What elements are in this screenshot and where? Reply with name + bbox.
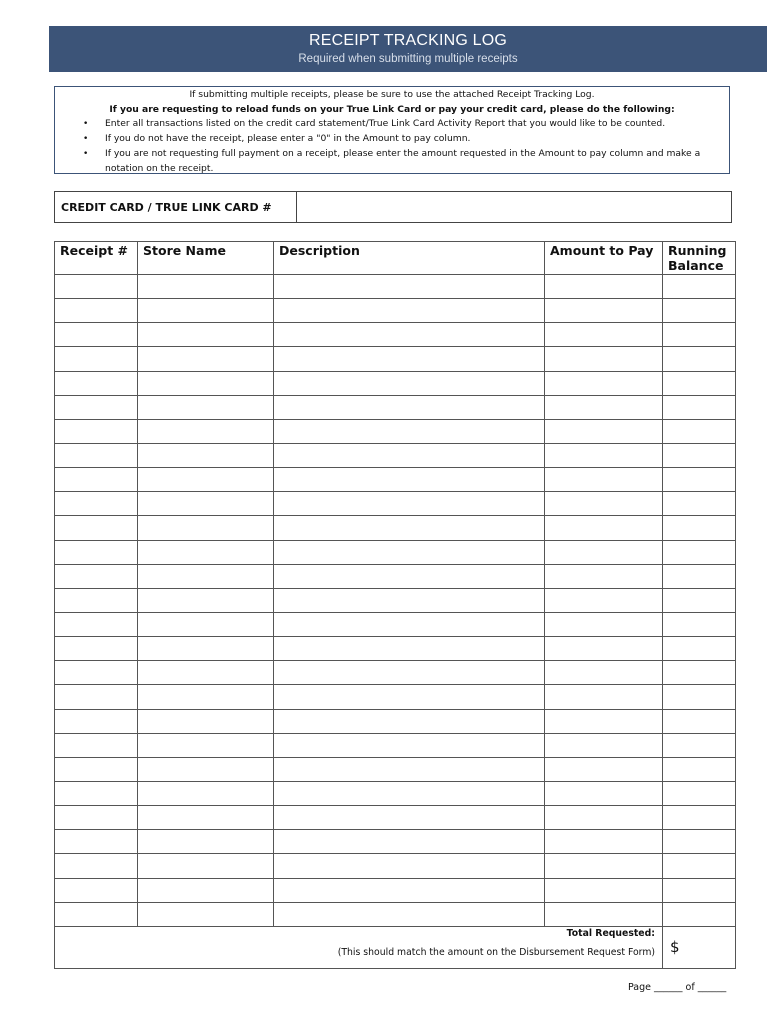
store-name-cell[interactable] bbox=[138, 347, 274, 371]
store-name-cell[interactable] bbox=[138, 661, 274, 685]
receipt-number-cell[interactable] bbox=[55, 685, 138, 709]
running-balance-cell[interactable] bbox=[663, 275, 736, 299]
receipt-number-cell[interactable] bbox=[55, 661, 138, 685]
description-cell[interactable] bbox=[274, 637, 545, 661]
store-name-cell[interactable] bbox=[138, 757, 274, 781]
table-header-row bbox=[55, 242, 736, 275]
amount-to-pay-cell[interactable] bbox=[545, 588, 663, 612]
running-balance-cell[interactable] bbox=[663, 685, 736, 709]
description-cell[interactable] bbox=[274, 709, 545, 733]
store-name-cell[interactable] bbox=[138, 468, 274, 492]
receipt-number-cell[interactable] bbox=[55, 371, 138, 395]
amount-to-pay-cell[interactable] bbox=[545, 443, 663, 467]
table-row bbox=[55, 878, 736, 902]
description-cell[interactable] bbox=[274, 492, 545, 516]
store-name-cell[interactable] bbox=[138, 854, 274, 878]
amount-to-pay-cell[interactable] bbox=[545, 564, 663, 588]
receipt-number-cell[interactable] bbox=[55, 637, 138, 661]
store-name-cell[interactable] bbox=[138, 830, 274, 854]
table-row bbox=[55, 299, 736, 323]
column-header-receipt-number: Receipt # bbox=[55, 242, 138, 275]
table-row bbox=[55, 275, 736, 299]
description-cell[interactable] bbox=[274, 347, 545, 371]
instructions-list bbox=[59, 117, 725, 176]
instructions-bullet: • Enter all transactions listed on the credit card statement/True Link Card Activity Report that you would like to be counted. bbox=[105, 117, 725, 132]
instructions-bullet: • If you do not have the receipt, please enter a "0" in the Amount to pay column. bbox=[105, 132, 725, 147]
receipt-number-cell[interactable] bbox=[55, 516, 138, 540]
amount-to-pay-cell[interactable] bbox=[545, 419, 663, 443]
receipt-number-cell[interactable] bbox=[55, 299, 138, 323]
total-requested-label bbox=[55, 926, 663, 968]
amount-to-pay-cell[interactable] bbox=[545, 492, 663, 516]
total-requested-title: Total Requested: bbox=[566, 927, 655, 939]
store-name-cell[interactable] bbox=[138, 637, 274, 661]
table-row bbox=[55, 685, 736, 709]
running-balance-cell[interactable] bbox=[663, 878, 736, 902]
amount-to-pay-cell[interactable] bbox=[545, 757, 663, 781]
description-cell[interactable] bbox=[274, 371, 545, 395]
table-row bbox=[55, 540, 736, 564]
table-row bbox=[55, 419, 736, 443]
total-requested-field[interactable]: $ bbox=[663, 926, 736, 968]
description-cell[interactable] bbox=[274, 902, 545, 926]
receipt-number-cell[interactable] bbox=[55, 540, 138, 564]
receipt-number-cell[interactable] bbox=[55, 323, 138, 347]
table-row bbox=[55, 854, 736, 878]
instructions-line-1: If submitting multiple receipts, please be sure to use the attached Receipt Tracking Log. bbox=[189, 89, 595, 100]
amount-to-pay-cell[interactable] bbox=[545, 395, 663, 419]
running-balance-cell[interactable] bbox=[663, 830, 736, 854]
store-name-cell[interactable] bbox=[138, 612, 274, 636]
card-number-label: CREDIT CARD / TRUE LINK CARD # bbox=[55, 192, 297, 222]
table-row bbox=[55, 564, 736, 588]
store-name-cell[interactable] bbox=[138, 395, 274, 419]
running-balance-cell[interactable] bbox=[663, 612, 736, 636]
page-title: RECEIPT TRACKING LOG bbox=[308, 32, 508, 49]
amount-to-pay-cell[interactable] bbox=[545, 371, 663, 395]
running-balance-cell[interactable] bbox=[663, 468, 736, 492]
amount-to-pay-cell[interactable] bbox=[545, 612, 663, 636]
table-row bbox=[55, 781, 736, 805]
table-row bbox=[55, 492, 736, 516]
receipt-number-cell[interactable] bbox=[55, 757, 138, 781]
running-balance-cell[interactable] bbox=[663, 323, 736, 347]
page-header bbox=[49, 26, 767, 72]
running-balance-cell[interactable] bbox=[663, 806, 736, 830]
table-row bbox=[55, 806, 736, 830]
running-balance-cell[interactable] bbox=[663, 564, 736, 588]
receipt-number-cell[interactable] bbox=[55, 395, 138, 419]
table-row bbox=[55, 637, 736, 661]
receipt-number-cell[interactable] bbox=[55, 854, 138, 878]
amount-to-pay-cell[interactable] bbox=[545, 516, 663, 540]
description-cell[interactable] bbox=[274, 564, 545, 588]
description-cell[interactable] bbox=[274, 878, 545, 902]
running-balance-cell[interactable] bbox=[663, 347, 736, 371]
table-row bbox=[55, 830, 736, 854]
store-name-cell[interactable] bbox=[138, 516, 274, 540]
running-balance-cell[interactable] bbox=[663, 733, 736, 757]
description-cell[interactable] bbox=[274, 854, 545, 878]
description-cell[interactable] bbox=[274, 685, 545, 709]
page-subtitle: Required when submitting multiple receipts bbox=[298, 53, 518, 65]
store-name-cell[interactable] bbox=[138, 806, 274, 830]
running-balance-cell[interactable] bbox=[663, 492, 736, 516]
amount-to-pay-cell[interactable] bbox=[545, 830, 663, 854]
description-cell[interactable] bbox=[274, 830, 545, 854]
description-cell[interactable] bbox=[274, 468, 545, 492]
receipt-number-cell[interactable] bbox=[55, 468, 138, 492]
store-name-cell[interactable] bbox=[138, 588, 274, 612]
description-cell[interactable] bbox=[274, 419, 545, 443]
store-name-cell[interactable] bbox=[138, 299, 274, 323]
receipt-number-cell[interactable] bbox=[55, 347, 138, 371]
receipt-number-cell[interactable] bbox=[55, 878, 138, 902]
receipt-number-cell[interactable] bbox=[55, 830, 138, 854]
running-balance-cell[interactable] bbox=[663, 443, 736, 467]
amount-to-pay-cell[interactable] bbox=[545, 540, 663, 564]
store-name-cell[interactable] bbox=[138, 878, 274, 902]
running-balance-cell[interactable] bbox=[663, 371, 736, 395]
store-name-cell[interactable] bbox=[138, 540, 274, 564]
instructions-line-2: If you are requesting to reload funds on your True Link Card or pay your credit card, please do the following: bbox=[109, 103, 675, 115]
store-name-cell[interactable] bbox=[138, 443, 274, 467]
card-number-row bbox=[54, 191, 732, 223]
store-name-cell[interactable] bbox=[138, 371, 274, 395]
receipt-log-table bbox=[54, 241, 736, 969]
table-row bbox=[55, 588, 736, 612]
description-cell[interactable] bbox=[274, 323, 545, 347]
table-row bbox=[55, 516, 736, 540]
receipt-number-cell[interactable] bbox=[55, 275, 138, 299]
receipt-number-cell[interactable] bbox=[55, 709, 138, 733]
table-row bbox=[55, 443, 736, 467]
store-name-cell[interactable] bbox=[138, 709, 274, 733]
running-balance-cell[interactable] bbox=[663, 709, 736, 733]
table-body bbox=[55, 275, 736, 927]
store-name-cell[interactable] bbox=[138, 275, 274, 299]
receipt-number-cell[interactable] bbox=[55, 443, 138, 467]
store-name-cell[interactable] bbox=[138, 323, 274, 347]
description-cell[interactable] bbox=[274, 275, 545, 299]
receipt-number-cell[interactable] bbox=[55, 419, 138, 443]
column-header-amount-to-pay: Amount to Pay bbox=[545, 242, 663, 275]
running-balance-cell[interactable] bbox=[663, 395, 736, 419]
description-cell[interactable] bbox=[274, 588, 545, 612]
amount-to-pay-cell[interactable] bbox=[545, 878, 663, 902]
description-cell[interactable] bbox=[274, 540, 545, 564]
total-requested-note: (This should match the amount on the Disbursement Request Form) bbox=[337, 946, 655, 958]
instructions-box bbox=[54, 86, 730, 174]
running-balance-cell[interactable] bbox=[663, 516, 736, 540]
amount-to-pay-cell[interactable] bbox=[545, 902, 663, 926]
description-cell[interactable] bbox=[274, 733, 545, 757]
amount-to-pay-cell[interactable] bbox=[545, 709, 663, 733]
running-balance-cell[interactable] bbox=[663, 854, 736, 878]
running-balance-cell[interactable] bbox=[663, 637, 736, 661]
running-balance-cell[interactable] bbox=[663, 588, 736, 612]
table-row bbox=[55, 733, 736, 757]
column-header-description: Description bbox=[274, 242, 545, 275]
receipt-number-cell[interactable] bbox=[55, 612, 138, 636]
store-name-cell[interactable] bbox=[138, 781, 274, 805]
running-balance-cell[interactable] bbox=[663, 661, 736, 685]
amount-to-pay-cell[interactable] bbox=[545, 661, 663, 685]
receipt-number-cell[interactable] bbox=[55, 806, 138, 830]
column-header-store-name: Store Name bbox=[138, 242, 274, 275]
receipt-number-cell[interactable] bbox=[55, 781, 138, 805]
amount-to-pay-cell[interactable] bbox=[545, 733, 663, 757]
amount-to-pay-cell[interactable] bbox=[545, 347, 663, 371]
column-header-running-balance: Running Balance bbox=[663, 242, 736, 275]
amount-to-pay-cell[interactable] bbox=[545, 685, 663, 709]
description-cell[interactable] bbox=[274, 443, 545, 467]
table-row bbox=[55, 347, 736, 371]
table-row bbox=[55, 468, 736, 492]
receipt-number-cell[interactable] bbox=[55, 564, 138, 588]
receipt-number-cell[interactable] bbox=[55, 588, 138, 612]
amount-to-pay-cell[interactable] bbox=[545, 275, 663, 299]
amount-to-pay-cell[interactable] bbox=[545, 781, 663, 805]
table-row bbox=[55, 709, 736, 733]
description-cell[interactable] bbox=[274, 516, 545, 540]
description-cell[interactable] bbox=[274, 781, 545, 805]
page-number: Page ______ of ______ bbox=[628, 982, 727, 993]
table-row bbox=[55, 757, 736, 781]
amount-to-pay-cell[interactable] bbox=[545, 637, 663, 661]
table-row bbox=[55, 323, 736, 347]
table-row bbox=[55, 395, 736, 419]
receipt-number-cell[interactable] bbox=[55, 492, 138, 516]
store-name-cell[interactable] bbox=[138, 733, 274, 757]
description-cell[interactable] bbox=[274, 299, 545, 323]
description-cell[interactable] bbox=[274, 806, 545, 830]
running-balance-cell[interactable] bbox=[663, 757, 736, 781]
description-cell[interactable] bbox=[274, 395, 545, 419]
amount-to-pay-cell[interactable] bbox=[545, 806, 663, 830]
card-number-field[interactable] bbox=[297, 192, 731, 222]
table-row bbox=[55, 371, 736, 395]
table-row bbox=[55, 612, 736, 636]
table-row bbox=[55, 661, 736, 685]
instructions-bullet: • If you are not requesting full payment on a receipt, please enter the amount requested in the Amount to pay column and make a notation on the receipt. bbox=[105, 147, 725, 176]
running-balance-cell[interactable] bbox=[663, 299, 736, 323]
store-name-cell[interactable] bbox=[138, 492, 274, 516]
running-balance-cell[interactable] bbox=[663, 419, 736, 443]
running-balance-cell[interactable] bbox=[663, 540, 736, 564]
amount-to-pay-cell[interactable] bbox=[545, 299, 663, 323]
total-row bbox=[55, 926, 736, 968]
store-name-cell[interactable] bbox=[138, 685, 274, 709]
description-cell[interactable] bbox=[274, 612, 545, 636]
amount-to-pay-cell[interactable] bbox=[545, 854, 663, 878]
running-balance-cell[interactable] bbox=[663, 781, 736, 805]
receipt-number-cell[interactable] bbox=[55, 902, 138, 926]
amount-to-pay-cell[interactable] bbox=[545, 323, 663, 347]
store-name-cell[interactable] bbox=[138, 902, 274, 926]
description-cell[interactable] bbox=[274, 757, 545, 781]
store-name-cell[interactable] bbox=[138, 419, 274, 443]
amount-to-pay-cell[interactable] bbox=[545, 468, 663, 492]
running-balance-cell[interactable] bbox=[663, 902, 736, 926]
receipt-number-cell[interactable] bbox=[55, 733, 138, 757]
description-cell[interactable] bbox=[274, 661, 545, 685]
table-row bbox=[55, 902, 736, 926]
store-name-cell[interactable] bbox=[138, 564, 274, 588]
